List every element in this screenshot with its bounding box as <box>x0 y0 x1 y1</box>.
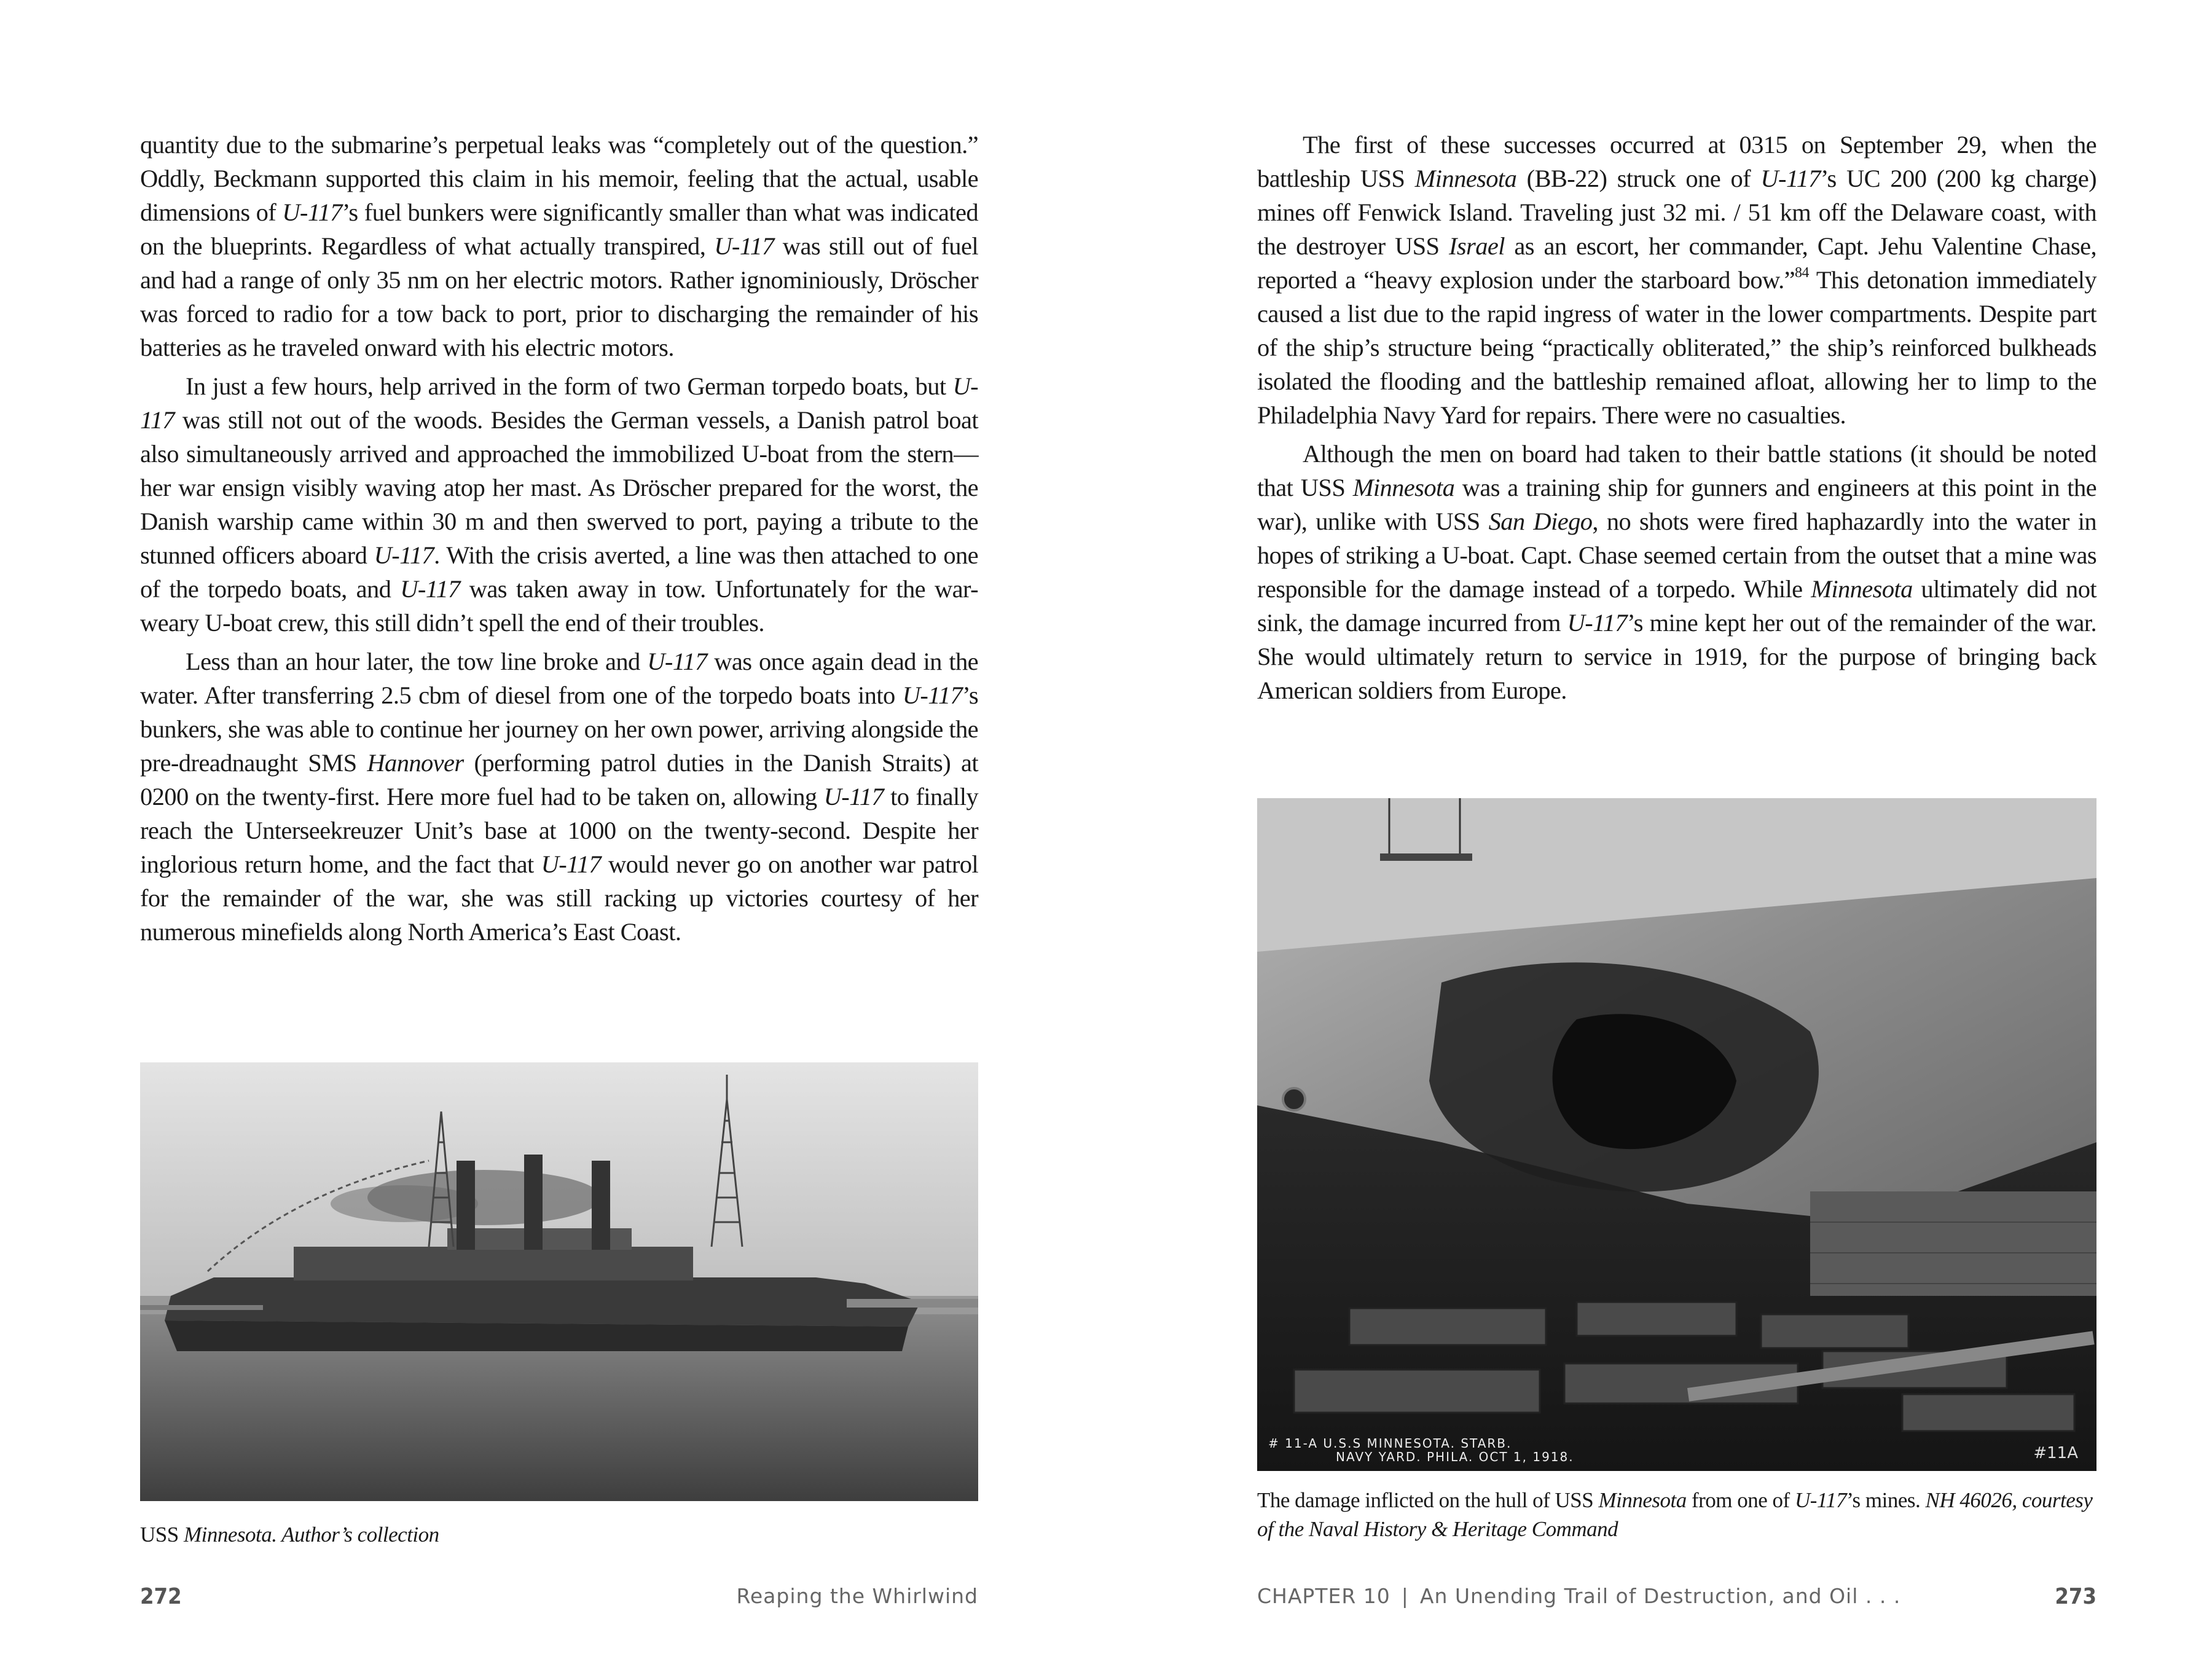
caption-text: USS <box>140 1523 184 1547</box>
chapter-title: An Unending Trail of Destruction, and Oil . . . <box>1419 1584 1901 1608</box>
text-run: ’s fuel bunkers were significantly smaller than what was indicated on the blueprints. Regardless of what actually transpired, <box>140 198 979 260</box>
left-body-text <box>140 128 978 949</box>
italic-term: U-117 <box>1760 165 1821 192</box>
italic-term: U-117 <box>374 541 434 569</box>
paragraph <box>1257 437 2096 707</box>
ship-name: Minnesota <box>1598 1488 1687 1512</box>
paragraph <box>140 645 978 949</box>
text-run: as an escort, her commander, Capt. Jehu Valentine Chase, reported a “heavy explosion under the starboard bow.” <box>1257 232 2097 294</box>
text-run: The first of these successes occurred at 0315 on September 29, when the battleship USS <box>1257 131 2096 192</box>
footnote-ref: 84 <box>1794 265 1809 281</box>
text-run: was still out of fuel and had a range of only 35 nm on her electric motors. Rather ignominiously, Dröscher was forced to radio for a tow back to port, prior to discharging the remainder of his batteries as he traveled onward with his electric motors. <box>140 232 978 361</box>
hull-damage-photo <box>1257 798 2096 1471</box>
italic-term: U-117 <box>541 850 602 878</box>
chapter-label: CHAPTER 10 <box>1257 1584 1390 1608</box>
paragraph <box>1257 128 2096 432</box>
uss-minnesota-photo <box>140 1062 978 1501</box>
text-run: was once again dead in the water. After transferring 2.5 cbm of diesel from one of the torpedo boats into <box>140 648 978 709</box>
caption-text: The damage inflicted on the hull of USS <box>1257 1488 1599 1512</box>
photo-inscription <box>1268 1437 1574 1464</box>
caption-text: from one of <box>1686 1488 1795 1512</box>
right-photo-caption <box>1257 1486 2096 1543</box>
text-run: quantity due to the submarine’s perpetual leaks was “completely out of the question.” Oddly, Beckmann supported this claim in his memoir, feeling that the actual, usable dimensions of <box>140 131 978 226</box>
submarine-name: U-117 <box>1794 1488 1847 1512</box>
inscription-corner-number: #11A <box>2033 1444 2078 1462</box>
photo-credit: NH 46026, courtesy of the Naval History & Heritage Command <box>1257 1488 2093 1541</box>
text-run: . With the crisis averted, a line was then attached to one of the torpedo boats, and <box>140 541 979 603</box>
text-run: was taken away in tow. Unfortunately for the war-weary U-boat crew, this still didn’t spell the end of their troubles. <box>140 575 979 637</box>
text-run: This detonation immediately caused a list due to the rapid ingress of water in the lower compartments. Despite part of the ship’s structure being “practically obliterated,” the ship’s reinforced bulkheads isolated the flooding and the battleship remained afloat, allowing her to limp to the Philadelphia Navy Yard for repairs. There were no casualties. <box>1257 266 2096 429</box>
paragraph <box>140 128 978 364</box>
text-run: (BB-22) struck one of <box>1516 165 1761 192</box>
italic-term: San Diego <box>1488 508 1593 535</box>
right-body-text <box>1257 128 2096 707</box>
right-page <box>1106 0 2212 1659</box>
italic-term: U-117 <box>140 372 978 434</box>
italic-term: U-117 <box>400 575 460 603</box>
italic-term: Minnesota <box>1811 575 1913 603</box>
text-run: ’s mine kept her out of the remainder of the war. She would ultimately return to service in 1919, for the purpose of bringing back American soldiers from Europe. <box>1257 609 2096 704</box>
paragraph <box>140 369 978 640</box>
italic-term: Minnesota <box>1414 165 1517 192</box>
italic-term: Minnesota <box>1352 474 1455 501</box>
italic-term: U-117 <box>282 198 342 226</box>
page-number: 273 <box>2055 1584 2096 1609</box>
text-run: to finally reach the Unterseekreuzer Unit’s base at 1000 on the twenty-second. Despite her inglorious return home, and the fact that <box>140 783 979 878</box>
ship-name: Minnesota <box>183 1523 272 1547</box>
text-run: In just a few hours, help arrived in the form of two German torpedo boats, but <box>186 372 953 400</box>
separator: | <box>1401 1584 1409 1608</box>
italic-term: Israel <box>1449 232 1505 260</box>
inscription-line-1: U.S.S MINNESOTA. STARB. <box>1323 1436 1512 1451</box>
text-run: ’s bunkers, she was able to continue her journey on her own power, arriving alongside the pre-dreadnaught SMS <box>140 681 978 777</box>
running-head-book-title: Reaping the Whirlwind <box>736 1584 978 1608</box>
italic-term: Hannover <box>367 749 464 777</box>
left-photo-caption <box>140 1520 978 1549</box>
text-run: was a training ship for gunners and engineers at this point in the war), unlike with USS <box>1257 474 2096 535</box>
italic-term: U-117 <box>902 681 963 709</box>
text-run: would never go on another war patrol for the remainder of the war, she was still racking up victories courtesy of her numerous minefields along North America’s East Coast. <box>140 850 979 946</box>
text-run: (performing patrol duties in the Danish Straits) at 0200 on the twenty-first. Here more fuel had to be taken on, allowing <box>140 749 978 810</box>
text-run: ultimately did not sink, the damage incurred from <box>1257 575 2096 637</box>
text-run: Less than an hour later, the tow line broke and <box>186 648 648 675</box>
text-run: , no shots were fired haphazardly into the water in hopes of striking a U-boat. Capt. Chase seemed certain from the outset that a mine was responsible for the damage instead of a torpedo. While <box>1257 508 2096 603</box>
text-run: ’s UC 200 (200 kg charge) mines off Fenwick Island. Traveling just 32 mi. / 51 km off the Delaware coast, with the destroyer USS <box>1257 165 2096 260</box>
photo-credit: . Author’s collection <box>272 1523 439 1547</box>
inscription-number: # 11-A <box>1268 1436 1319 1451</box>
italic-term: U-117 <box>714 232 774 260</box>
hull-damage-image <box>1257 798 2096 1471</box>
text-run: was still not out of the woods. Besides the German vessels, a Danish patrol boat also simultaneously arrived and approached the immobilized U-boat from the stern—her war ensign visibly waving atop her mast. As Dröscher prepared for the worst, the Danish warship came within 30 m and then swerved to port, paying a tribute to the stunned officers aboard <box>140 406 978 569</box>
italic-term: U-117 <box>1567 609 1628 637</box>
inscription-line-2: NAVY YARD. PHILA. OCT 1, 1918. <box>1336 1449 1574 1464</box>
page-number: 272 <box>140 1584 182 1609</box>
text-run: Although the men on board had taken to their battle stations (it should be noted that USS <box>1257 440 2096 501</box>
caption-text: ’s mines. <box>1846 1488 1926 1512</box>
italic-term: U-117 <box>823 783 884 810</box>
italic-term: U-117 <box>647 648 707 675</box>
running-head-chapter <box>1257 1584 1900 1608</box>
battleship-image <box>140 1062 978 1501</box>
